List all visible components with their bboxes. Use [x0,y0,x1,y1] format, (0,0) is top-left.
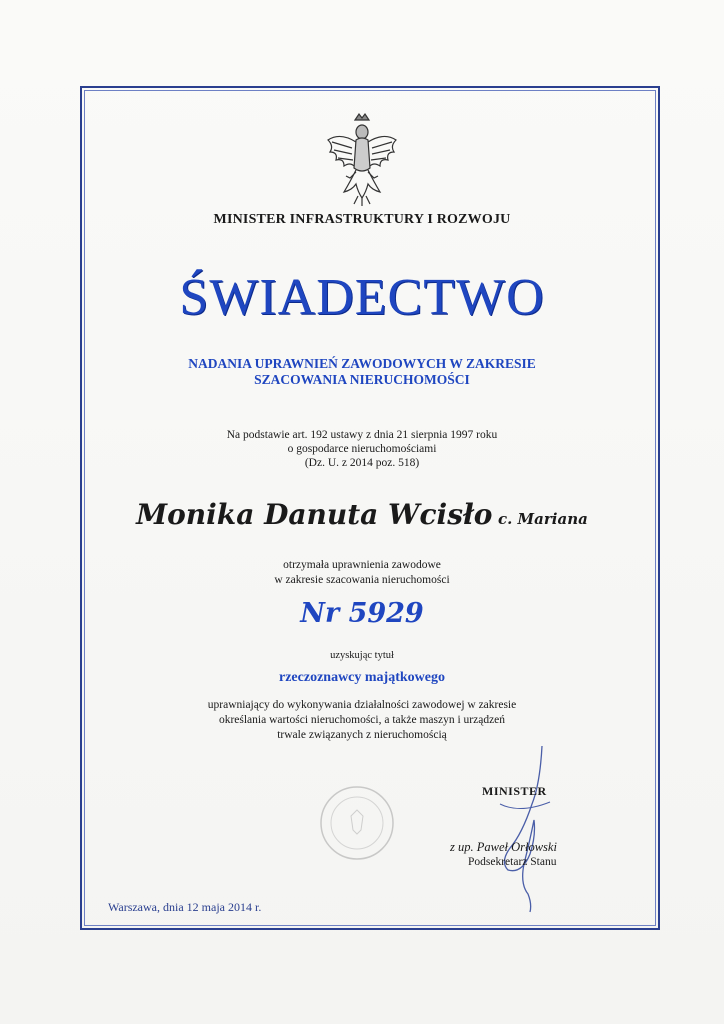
professional-title: rzeczoznawcy majątkowego [279,670,445,685]
holder-name: Monika Danuta Wcisło [136,498,493,531]
document-title: ŚWIADECTWO [179,269,545,326]
title-intro: uzyskując tytuł [330,650,394,661]
subtitle-line: NADANIA UPRAWNIEŃ ZAWODOWYCH W ZAKRESIE [188,356,536,371]
entitlement-line: trwale związanych z nieruchomością [277,729,447,741]
received-statement [0,558,724,588]
legal-basis-line: (Dz. U. z 2014 poz. 518) [304,457,420,469]
document-subtitle [0,356,724,388]
place-and-date: Warszawa, dnia 12 maja 2014 r. [108,900,262,914]
subtitle-line: SZACOWANIA NIERUCHOMOŚCI [254,372,470,387]
received-line: w zakresie szacowania nieruchomości [274,574,450,586]
holder-name-line [0,498,724,531]
signer-role: Podsekretarz Stanu [468,856,557,868]
received-line: otrzymała uprawnienia zawodowe [283,559,441,571]
legal-basis-line: o gospodarce nieruchomościami [287,443,437,455]
signature-title: MINISTER [482,784,547,798]
round-seal-stamp-icon [318,784,396,862]
legal-basis-line: Na podstawie art. 192 ustawy z dnia 21 sierpnia 1997 roku [226,429,498,441]
polish-eagle-emblem-icon [322,112,402,208]
entitlement-line: określania wartości nieruchomości, a także maszyn i urządzeń [218,714,506,726]
ministry-name: MINISTER INFRASTRUKTURY I ROZWOJU [213,212,511,227]
certificate-number: Nr 5929 [300,598,424,629]
legal-basis [0,428,724,470]
handwritten-signature-icon [470,744,570,914]
father-name: c. Mariana [497,510,588,528]
signer-name: z up. Paweł Orłowski [450,840,557,854]
entitlement-line: uprawniający do wykonywania działalności zawodowej w zakresie [207,699,517,711]
entitlement-statement [0,698,724,743]
